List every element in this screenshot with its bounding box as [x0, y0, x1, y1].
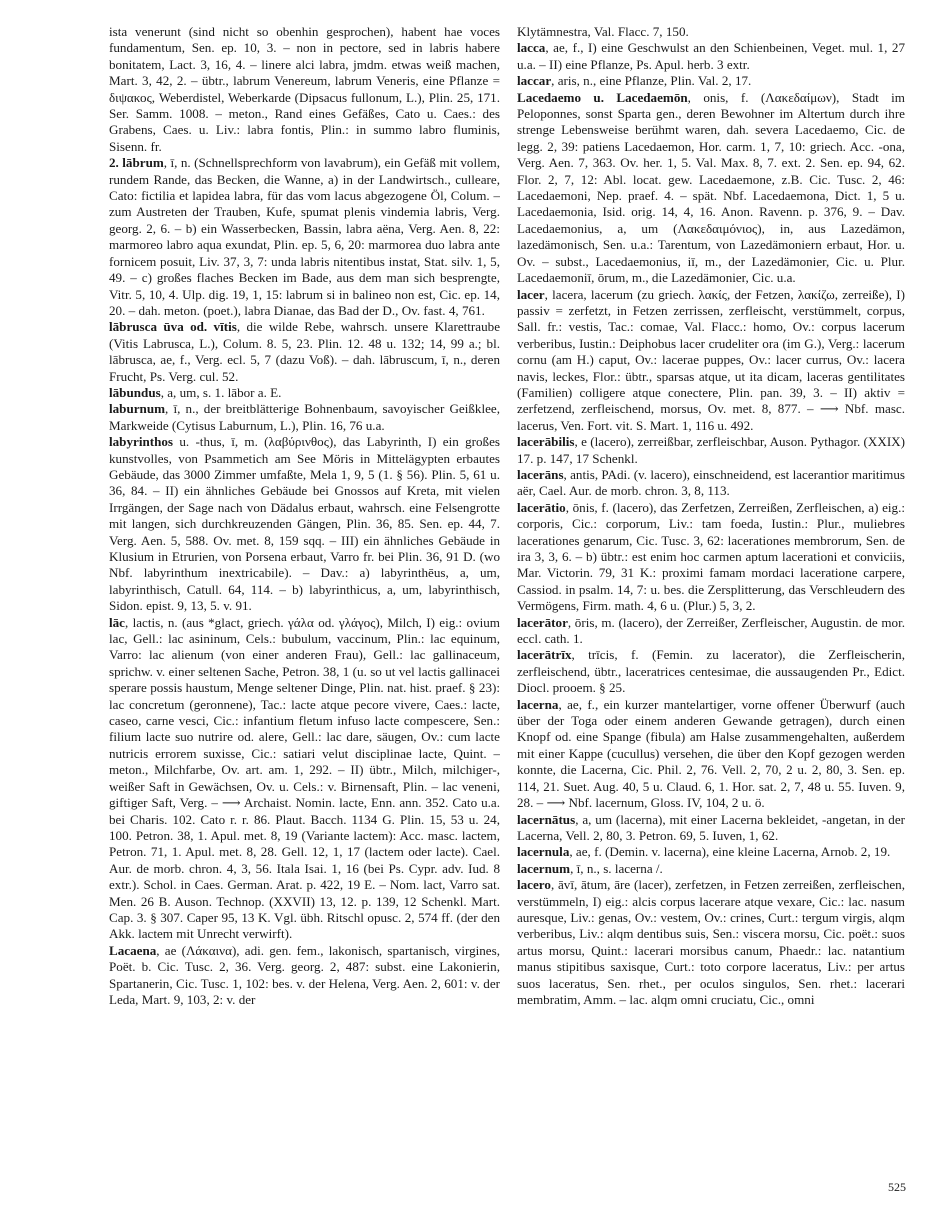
entry-headword: lacerātor	[517, 614, 568, 630]
entry-headword: lacernula	[517, 844, 570, 860]
dictionary-entry	[517, 500, 905, 615]
entry-text: , e (lacero), zerreißbar, zerfleischbar, Auson. Pythagor. (XXIX) 17. p. 147, 17 Schenkl.	[517, 434, 905, 466]
entry-headword: 2. lābrum	[109, 155, 164, 171]
entry-text: , a, um (lacerna), mit einer Lacerna bekleidet, -angetan, in der Lacerna, Vell. 2, 80, 3. Petron. 69, 5. Iuven, 1, 62.	[517, 811, 905, 843]
entry-text: , ae, f. (Demin. v. lacerna), eine kleine Lacerna, Arnob. 2, 19.	[569, 844, 891, 860]
entry-text: , a, um, s. 1. lābor a. E.	[160, 384, 282, 400]
entry-headword: lāc	[109, 614, 125, 630]
entry-headword: labyrinthos	[109, 434, 174, 450]
right-column	[517, 24, 905, 1184]
left-column	[109, 24, 500, 1184]
entry-headword: lacernātus	[517, 811, 576, 827]
entry-text: , ae (Λάκαινα), adi. gen. fem., lakonisch, spartanisch, virgines, Poët. b. Cic. Tusc. 2, 36. Verg. georg. 2, 487: subst. eine Lakonierin, Spartanerin, Cic. Tusc. 1, 102: bes. v. der Helena, Verg. Aen. 2, 601: v. der Leda, Mart. 9, 103, 2: v. der	[109, 942, 500, 1007]
entry-text: , lactis, n. (aus *glact, griech. γάλα od. γλάγος), Milch, I) eig.: ovium lac, Gell.: lac asininum, Cels.: bubulum, vaccinum, Plin.: lac equinum, Varro: lac alienum (von einer anderen Frau), Gell.: lac gallinaceum, sprichw. v. einer seltenen Sache, Petron. 38, 1 (u. so ut vel lactis gallinacei sperare possis haustum, Menge seltener Dinge, Plin. nat. hist. praef. § 23): lac concretum (geronnene), Tac.: lacte atque pecore vivere, Caes.: lacte, caseo, carne vesci, Cic.: infantium fletum infuso lacte compescere, Sen.: filium lacte suo nutrire od. alere, Gell.: lac dare, säugen, Ov.: cum lacte nutricis errorem suxisse, Cic.: satiari velut disciplinae lacte, Quint. – meton., Milchfarbe, Ov. art. am. 1, 292. – II) übtr., Milch, milchiger-, weißer Saft in Gewächsen, Ov. u. Cels.: v. Birnensaft, Plin. – lac veneni, giftiger Saft, Verg. – ⟶ Archaist. Nomin. lacte, Enn. ann. 352. Cato u.a. bei Charis. 102. Cato r. r. 86. Plaut. Bacch. 1134 G. Plin. 15, 53 u. 24, 100. Petron. 38, 1. Apul. met. 8, 19 (Variante lactem): Acc. masc. lactem, Petron. 71, 1. Apul. met. 8, 28. Gell. 12, 1, 17 (lactem oder lacte). Cael. Aur. de morb. chron. 4, 3, 56. Itala Isai. 1, 16 (bei Ps. Cypr. adv. Iud. 8 extr.). Schol. in Caes. German. Arat. p. 422, 19 E. – Nom. lact, Varro sat. Men. 26 B. Auson. Technop. (XXVII) 13, 12. p. 139, 12 Schenkl. Mart. Cap. 3. § 307. Caper 95, 13 K. Vgl. übh. Ritschl opusc. 2, 574 ff. (der den Akk. lactem mit Unrecht verwirft).	[109, 614, 500, 942]
page-number: 525	[888, 1180, 906, 1194]
dictionary-entry	[517, 90, 905, 287]
dictionary-entry	[517, 73, 905, 89]
entry-headword: lacerābilis	[517, 434, 575, 450]
entry-headword: lacca	[517, 40, 546, 56]
entry-text: , trīcis, f. (Femin. zu lacerator), die Zerfleischerin, zerfleischend, übtr., laceratrices centesimae, die aussaugenden Pr., Edict. Diocl. prooem. § 25.	[517, 647, 905, 696]
entry-headword: lacero	[517, 877, 551, 893]
dictionary-entry	[517, 467, 905, 500]
entry-text: , ae, f., I) eine Geschwulst an den Schienbeinen, Veget. mul. 1, 27 u.a. – II) eine Pflanze, Ps. Apul. herb. 3 extr.	[517, 40, 905, 72]
entry-text: , lacera, lacerum (zu griech. λακίς, der Fetzen, λακίζω, zerreiße), I) passiv = zerfetzt, in Fetzen zerrissen, zerfleischt, verstümmelt, corpus, Sall. fr.: vestis, Tac.: comae, Val. Flacc.: homo, Ov.: corpus lacerum verberibus, Iustin.: Deiphobus lacer crudeliter ora (im G.), Verg.: lacerum cornu (am H.) caput, Ov.: lacerae puppes, Ov.: lacer currus, Ov.: lacera navis, leckes, Flor.: übtr., sparsas atque, ut ita dicam, laceras gentilitates (Familien) colligere atque conectere, Plin. pan. 39, 3. – II) aktiv = zerfetzend, zerfleischend, morsus, Ov. met. 8, 877. – ⟶ Nbf. masc. lacerus, Ven. Fort. vit. S. Mart. 1, 116 u. 492.	[517, 286, 905, 433]
dictionary-entry	[517, 844, 905, 860]
dictionary-entry	[109, 943, 500, 1009]
dictionary-entry	[517, 877, 905, 1008]
dictionary-entry	[517, 287, 905, 435]
entry-text: , aris, n., eine Pflanze, Plin. Val. 2, 17.	[551, 73, 752, 89]
entry-text: , ōris, m. (lacero), der Zerreißer, Zerfleischer, Augustin. de mor. eccl. cath. 1.	[517, 614, 905, 647]
entry-text: Klytämnestra, Val. Flacc. 7, 150.	[517, 24, 689, 39]
entry-headword: lābundus	[109, 384, 161, 400]
dictionary-entry	[109, 319, 500, 385]
dictionary-entry	[109, 385, 500, 401]
dictionary-entry	[517, 24, 905, 40]
entry-headword: lacerāns	[517, 466, 564, 482]
entry-headword: lacerna	[517, 696, 559, 712]
entry-text: , onis, f. (Λακεδαίμων), Stadt im Peloponnes, sonst Sparta gen., deren Bewohner im Altertum durch ihre strenge Lebensweise berühmt waren, dah. severa Lacedaemo, Cic. de legg. 2, 39: patiens Lacedaemon, Hor. carm. 1, 7, 10: griech. Acc. -ona, Verg. Aen. 7, 363. Ov. her. 1, 5. Val. Max. 8, 7. ext. 2. Sen. ep. 94, 62. Flor. 2, 7, 12: Abl. locat. gew. Lacedaemone, z.B. Cic. Tusc. 2, 46: Lacedaemoni, Nep. praef. 4. – spät. Nbf. Lacedaemona, Dict. 1, 5 u. Lacedaemonia, Isid. orig. 14, 4, 16. Anon. Ravenn. p. 376, 9. – Dav. Lacedaemonius, a, um (Λακεδαιμόνιος), in, aus Lazedämon, lazedämonisch, Sen. u.a.: Tarentum, von Lazedämoniern erbaut, Hor. u. Ov. – subst., Lacedaemonius, iī, m., der Lazedämonier, Cic. u. Plur. Lacedaemoniī, ōrum, m., die Lazedämonier, Cic. u.a.	[517, 89, 905, 286]
entry-headword: laccar	[517, 73, 552, 89]
dictionary-entry	[109, 434, 500, 614]
entry-text: , ī, n., der breitblätterige Bohnenbaum, savoyischer Geißklee, Markweide (Cytisus Laburnum, L.), Plin. 16, 76 u.a.	[109, 401, 500, 433]
dictionary-entry	[109, 401, 500, 434]
dictionary-entry	[109, 155, 500, 319]
entry-headword: lacerātio	[517, 499, 566, 515]
entry-headword: laburnum	[109, 401, 166, 417]
dictionary-entry	[517, 697, 905, 812]
entry-text: , die wilde Rebe, wahrsch. unsere Klarettraube (Vitis Labrusca, L.), Colum. 8. 5, 23. Plin. 12. 48 u. 132; 14, 99 a.; bl. lābrusca, ae, f., Verg. ecl. 5, 7 (dazu Voß). – dah. lābruscum, ī, n., deren Frucht, Ps. Verg. cul. 52.	[109, 319, 500, 384]
entry-text: , ae, f., ein kurzer mantelartiger, vorne offener Überwurf (auch über der Toga oder einem anderen Gewande getragen), durch einen Knopf od. eine Spange (fibula) am Halse zusammengehalten, außerdem mit einer Kappe (cucullus) versehen, die über den Kopf gezogen werden konnte, die Lacerna, Cic. Phil. 2, 76. Vell. 2, 70, 2 u. 2, 80, 3. Sen. ep. 114, 21. Suet. Aug. 40, 5 u. Claud. 6, 1. Hor. sat. 2, 7, 48 u. 55. Iuven. 9, 28. – ⟶ Nbf. lacernum, Gloss. IV, 104, 2 u. ö.	[517, 696, 905, 811]
dictionary-entry	[517, 812, 905, 845]
dictionary-entry	[517, 40, 905, 73]
dictionary-entry	[517, 434, 905, 467]
entry-text: , āvī, ātum, āre (lacer), zerfetzen, in Fetzen zerreißen, zerfleischen, verstümmeln, I) eig.: alcis corpus lacerare atque vexare, Cic.: lac. nasum auresque, Liv.: genas, Ov.: vestem, Ov.: crines, Curt.: tergum virgis, alqm verberibus, Liv.: alqm dentibus suis, Sen.: viscera morsu, Cic. poët.: suos artus morsu, Quint.: lacerari morsibus canum, Phaedr.: lac. natantium manus stipitibus saxisque, Curt.: toto corpore laceratus, Liv.: per artus suos laceratus, Sen. rhet., per oculos singulos, Sen. rhet.: lacerari membratim, Amm. – lac. alqm omni cruciatu, Cic., omni	[517, 877, 905, 1007]
dictionary-entry	[517, 861, 905, 877]
dictionary-entry	[517, 615, 905, 648]
entry-headword: lacer	[517, 286, 545, 302]
entry-headword: Lacedaemo u. Lacedaemōn	[517, 89, 688, 105]
entry-text: , ī, n. (Schnellsprechform von lavabrum), ein Gefäß mit vollem, rundem Rande, das Becken, die Wanne, a) in der Landwirtsch., culleare, Cato: fictilia et lapidea labra, für das vom lacus abgezogene Öl, Colum. – zum Austreten der Trauben, Kufe, spumat plenis vindemia labris, Verg. georg. 2, 6. – b) ein Wasserbecken, Bassin, labra aëna, Verg. Aen. 8, 22: marmoreo labro aqua exundat, Plin. ep. 5, 6, 20: marmorea duo labra ante fornicem posuit, Liv. 37, 3, 7: unda labris nitentibus instat, Stat. silv. 1, 5, 49. – c) großes flaches Becken im Bade, aus dem man sich besprengte, Vitr. 5, 10, 4. Ulp. dig. 19, 1, 15: labrum si in balineo non est, Cic. ep. 14, 20. – dah. meton. (poet.), labra Dianae, das Bad der D., Ov. fast. 4, 761.	[109, 155, 500, 318]
dictionary-entry	[517, 647, 905, 696]
entry-headword: lacerātrīx	[517, 647, 572, 663]
entry-text: , ī, n., s. lacerna /.	[570, 860, 663, 876]
entry-text: , antis, PAdi. (v. lacero), einschneidend, est lacerantior maritimus aër, Cael. Aur. de morb. chron. 3, 8, 113.	[517, 466, 905, 499]
entry-text: , ōnis, f. (lacero), das Zerfetzen, Zerreißen, Zerfleischen, a) eig.: corporis, Cic.: corporum, Liv.: tam foeda, Iustin.: Plur., muliebres lacerationes genarum, Cic. Tusc. 3, 62: lacerationes membrorum, Sen. de ira 3, 3, 6. – b) übtr.: est enim hoc carmen aptum lacerationi et conviciis, Mar. Victorin. 79, 31 K.: proximi famam mordaci laceratione carpere, Cassiod. in psalm. 14, 7: u. bes. die Zersplitterung, das Verschleudern des Vermögens, Firm. math. 4, 6 u. (Plur.) 5, 3, 2.	[517, 499, 905, 614]
entry-text: ista venerunt (sind nicht so obenhin gesprochen), habent hae voces fundamentum, Sen. ep. 10, 3. – non in pectore, sed in labris habere bonitatem, Lact. 3, 16, 4. – linere alci labra, jmdm. etwas weiß machen, Mart. 3, 42, 2. – übtr., labrum Venereum, labrum Veneris, eine Pflanze = διψακος, Weberdistel, Weberkarde (Dipsacus fullonum, L.), Plin. 25, 171. Ser. Samm. 1008. – meton., Rand eines Gefäßes, Cato u. Caes.: des Grabens, Caes. u. Liv.: labra fontis, Plin.: in summo labro fluminis, Sisenn. fr.	[109, 24, 500, 154]
entry-headword: Lacaena	[109, 942, 157, 958]
entry-headword: lābrusca ūva od. vītis	[109, 319, 237, 335]
entry-headword: lacernum	[517, 860, 571, 876]
dictionary-entry	[109, 615, 500, 943]
entry-text: u. -thus, ī, m. (λαβύρινθος), das Labyrinth, I) ein großes kunstvolles, von Psammetich am See Möris in Mittelägypten erbautes Gebäude, das 3000 Zimmer umfaßte, Mela 1, 9, 5 (1. § 56). Plin. 5, 61 u. 36, 84. – II) ein ähnliches Gebäude bei Gnossos auf Kreta, mit vielen Irrgängen, der Sage nach von Dädalus erbaut, wahrsch. eine Felsengrotte mit langen, sich durchkreuzenden Gängen, Plin. 36, 85. Sen. ep. 44, 7. Verg. Aen. 5, 588. Ov. met. 8, 159 sqq. – III) ein ähnliches Gebäude in Klusium in Etrurien, von Porsena erbaut, Varro fr. bei Plin. 36, 91 D. (wo Nbf. labyrinthum inextricabile). – Dav.: a) labyrinthēus, a, um, labyrinthisch, Catull. 64, 114. – b) labyrinthicus, a, um, labyrinthisch, Sidon. epist. 9, 13, 5. v. 91.	[109, 434, 500, 614]
dictionary-entry	[109, 24, 500, 155]
